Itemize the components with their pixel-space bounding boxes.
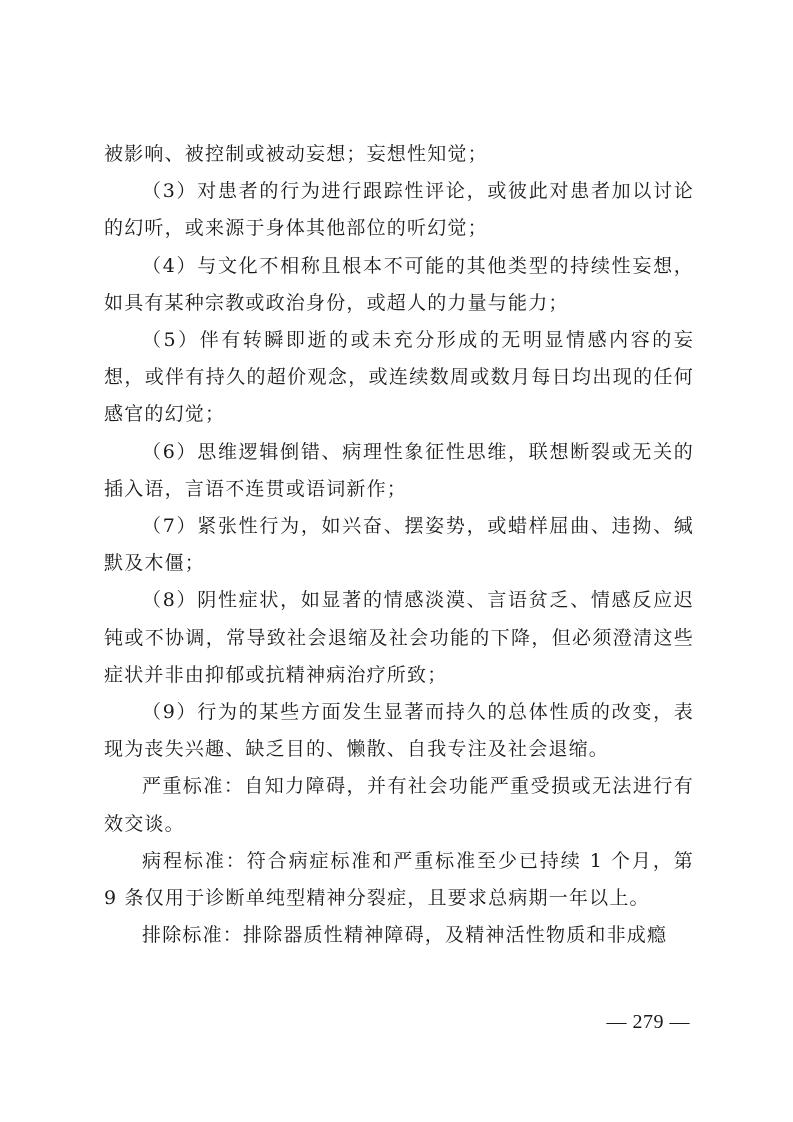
paragraph-item-5: （5）伴有转瞬即逝的或未充分形成的无明显情感内容的妄想，或伴有持久的超价观念，或连续数周或数月每日均出现的任何感官的幻觉；: [104, 329, 694, 426]
paragraph-item-6: （6）思维逻辑倒错、病理性象征性思维，联想断裂或无关的插入语，言语不连贯或语词新作；: [104, 440, 694, 500]
paragraph-continuation: 被影响、被控制或被动妄想；妄想性知觉；: [104, 143, 488, 165]
paragraph-exclusion-criteria: 排除标准：排除器质性精神障碍，及精神活性物质和非成瘾: [142, 924, 668, 947]
page-number: — 279 —: [606, 1011, 690, 1033]
paragraph-item-8: （8）阴性症状，如显著的情感淡漠、言语贫乏、情感反应迟钝或不协调，常导致社会退缩及社会功能的下降，但必须澄清这些症状并非由抑郁或抗精神病治疗所致；: [104, 589, 694, 686]
paragraph-severity-criteria: 严重标准：自知力障碍，并有社会功能严重受损或无法进行有效交谈。: [104, 775, 694, 835]
paragraph-item-9: （9）行为的某些方面发生显著而持久的总体性质的改变，表现为丧失兴趣、缺乏目的、懒散、自我专注及社会退缩。: [104, 701, 694, 761]
paragraph-item-7: （7）紧张性行为，如兴奋、摆姿势，或蜡样屈曲、违拗、缄默及木僵；: [104, 515, 694, 575]
paragraph-item-3: （3）对患者的行为进行跟踪性评论，或彼此对患者加以讨论的幻听，或来源于身体其他部位的听幻觉；: [104, 180, 694, 240]
paragraph-item-4: （4）与文化不相称且根本不可能的其他类型的持续性妄想，如具有某种宗教或政治身份，或超人的力量与能力；: [104, 254, 694, 314]
page-body: [104, 136, 694, 954]
paragraph-course-criteria: 病程标准：符合病症标准和严重标准至少已持续 1 个月，第 9 条仅用于诊断单纯型精神分裂症，且要求总病期一年以上。: [104, 849, 694, 910]
